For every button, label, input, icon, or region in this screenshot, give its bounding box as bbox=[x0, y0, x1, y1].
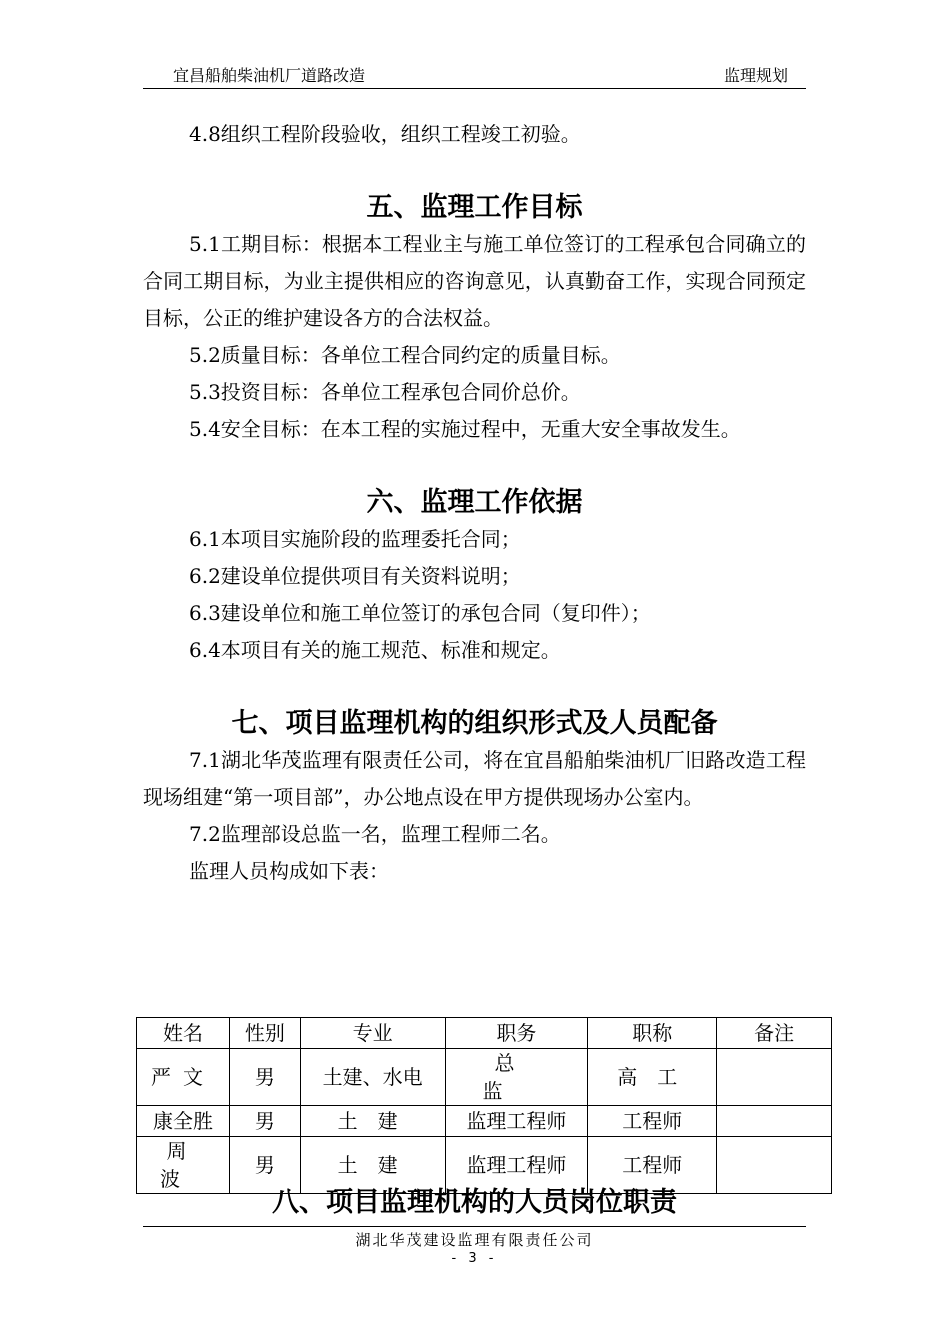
page-header bbox=[143, 64, 806, 89]
paragraph-5-4: 5.4安全目标：在本工程的实施过程中，无重大安全事故发生。 bbox=[189, 417, 741, 441]
section-heading-7: 七、项目监理机构的组织形式及人员配备 bbox=[231, 708, 718, 739]
table-header-cell: 姓名 bbox=[137, 1018, 230, 1049]
page-number: - 3 - bbox=[451, 1251, 498, 1266]
table-header-cell: 性别 bbox=[229, 1018, 300, 1049]
table-row bbox=[137, 1106, 832, 1137]
paragraph-7-2: 7.2监理部设总监一名，监理工程师二名。 bbox=[189, 822, 561, 846]
table-header-row bbox=[137, 1018, 832, 1049]
main-content bbox=[143, 116, 806, 890]
table-cell-name: 周波 bbox=[137, 1137, 230, 1194]
paragraph-5-1: 5.1工期目标：根据本工程业主与施工单位签订的工程承包合同确立的合同工期目标，为业主提供相应的咨询意见，认真勤奋工作，实现合同预定目标，公正的维护建设各方的合法权益。 bbox=[143, 232, 806, 330]
table-intro: 监理人员构成如下表： bbox=[189, 859, 389, 883]
paragraph-6-2: 6.2建设单位提供项目有关资料说明； bbox=[189, 564, 521, 588]
table-cell-gender: 男 bbox=[229, 1137, 300, 1194]
section-heading-6: 六、监理工作依据 bbox=[366, 487, 583, 518]
table-cell-name: 严文 bbox=[137, 1049, 230, 1106]
table-row bbox=[137, 1049, 832, 1106]
table-cell-specialty: 土建 bbox=[300, 1137, 445, 1194]
paragraph-5-2: 5.2质量目标：各单位工程合同约定的质量目标。 bbox=[189, 343, 621, 367]
page-footer bbox=[143, 1226, 806, 1267]
paragraph-6-1: 6.1本项目实施阶段的监理委托合同； bbox=[189, 527, 521, 551]
section-heading-8-wrap bbox=[143, 1184, 806, 1221]
table-cell-remark bbox=[717, 1106, 832, 1137]
staff-table bbox=[136, 1017, 832, 1194]
table-header-cell: 职称 bbox=[588, 1018, 717, 1049]
paragraph-6-4: 6.4本项目有关的施工规范、标准和规定。 bbox=[189, 638, 561, 662]
table-header-cell: 职务 bbox=[445, 1018, 588, 1049]
table-cell-gender: 男 bbox=[229, 1049, 300, 1106]
table-cell-gender: 男 bbox=[229, 1106, 300, 1137]
section-heading-8: 八、项目监理机构的人员岗位职责 bbox=[272, 1187, 677, 1218]
table-cell-specialty: 土建、水电 bbox=[300, 1049, 445, 1106]
table-cell-title: 高工 bbox=[588, 1049, 717, 1106]
table-cell-title: 工程师 bbox=[588, 1137, 717, 1194]
table-cell-position: 监理工程师 bbox=[445, 1137, 588, 1194]
table-cell-name: 康全胜 bbox=[137, 1106, 230, 1137]
footer-company: 湖北华茂建设监理有限责任公司 bbox=[355, 1231, 594, 1249]
paragraph-6-3: 6.3建设单位和施工单位签订的承包合同（复印件）； bbox=[189, 601, 651, 625]
table-header-cell: 专业 bbox=[300, 1018, 445, 1049]
header-project-title: 宜昌船舶柴油机厂道路改造 bbox=[173, 66, 366, 85]
section-heading-5: 五、监理工作目标 bbox=[366, 192, 583, 223]
table-cell-specialty: 土建 bbox=[300, 1106, 445, 1137]
header-doc-type: 监理规划 bbox=[723, 66, 788, 85]
paragraph-7-1: 7.1湖北华茂监理有限责任公司，将在宜昌船舶柴油机厂旧路改造工程现场组建“第一项目部”，办公地点设在甲方提供现场办公室内。 bbox=[143, 748, 806, 809]
table-header-cell: 备注 bbox=[717, 1018, 832, 1049]
table-cell-position: 总监 bbox=[445, 1049, 588, 1106]
paragraph-4-8: 4.8组织工程阶段验收，组织工程竣工初验。 bbox=[189, 122, 581, 146]
paragraph-5-3: 5.3投资目标：各单位工程承包合同价总价。 bbox=[189, 380, 581, 404]
table-cell-position: 监理工程师 bbox=[445, 1106, 588, 1137]
table-cell-title: 工程师 bbox=[588, 1106, 717, 1137]
table-cell-remark bbox=[717, 1049, 832, 1106]
